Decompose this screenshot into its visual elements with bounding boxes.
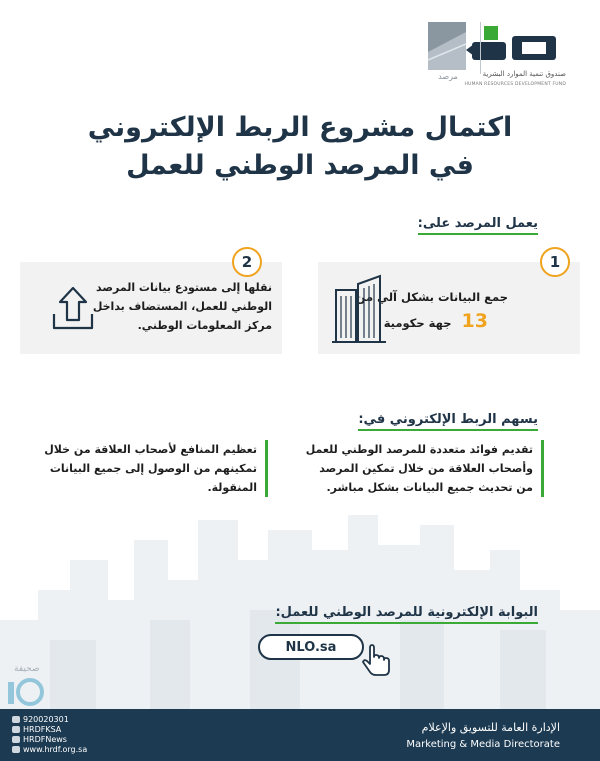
directorate-english: Marketing & Media Directorate xyxy=(406,739,560,750)
globe-icon xyxy=(12,746,20,753)
portal-url-link[interactable]: NLO.sa xyxy=(258,634,364,660)
task-card-2 xyxy=(20,253,282,354)
buildings-icon xyxy=(332,274,386,344)
website-link[interactable]: www.hrdf.org.sa xyxy=(23,745,88,754)
social-handle-2: HRDFNews xyxy=(23,735,67,744)
phone-icon xyxy=(12,716,20,723)
page-title-line1: اكتمال مشروع الربط الإلكتروني xyxy=(87,112,513,143)
website-row xyxy=(12,745,87,755)
social-row-1 xyxy=(12,725,87,735)
section-heading-portal: البوابة الإلكترونية للمرصد الوطني للعمل: xyxy=(275,605,538,620)
nlo-mark-icon xyxy=(428,22,466,70)
newspaper-watermark xyxy=(4,664,54,708)
social-handle-1: HRDFKSA xyxy=(23,725,62,734)
step-number-badge: 1 xyxy=(540,247,570,277)
twitter-icon xyxy=(12,736,20,743)
agency-label: جهة حكومية xyxy=(383,316,452,330)
footer-contacts xyxy=(12,715,87,755)
agency-count: 13 xyxy=(461,310,488,332)
hrdf-mark-icon xyxy=(466,22,566,68)
pointer-hand-icon xyxy=(360,644,394,678)
upload-icon xyxy=(50,284,96,332)
directorate-arabic: الإدارة العامة للتسويق والإعلام xyxy=(421,721,560,734)
task-text-line2 xyxy=(384,310,488,332)
task-text-line1: جمع البيانات بشكل آلي من xyxy=(355,290,508,304)
section-heading-observatory-tasks: يعمل المرصد على: xyxy=(417,216,538,231)
watermark-text: صحيفة xyxy=(14,664,40,674)
nlo-logo-text: مرصد xyxy=(438,72,458,81)
page-title-line2: في المرصد الوطني للعمل xyxy=(126,150,474,181)
task-card-1 xyxy=(318,253,580,354)
phone-row xyxy=(12,715,87,725)
benefit-item-1: تقديم فوائد متعددة للمرصد الوطني للعمل وأصحاب العلاقة من خلال تمكين المرصد من تحديث جميع البيانات بشكل مباشر. xyxy=(304,440,544,497)
hrdf-logo-arabic: صندوق تنمية الموارد البشرية xyxy=(482,70,566,78)
logo-divider xyxy=(480,22,481,74)
nlo-logo xyxy=(428,22,466,81)
section-heading-benefits: يسهم الربط الإلكتروني في: xyxy=(358,412,538,427)
step-number-badge: 2 xyxy=(232,247,262,277)
footer-bar xyxy=(0,709,600,761)
phone-number: 920020301 xyxy=(23,715,69,724)
social-row-2 xyxy=(12,735,87,745)
task-text: نقلها إلى مستودع بيانات المرصد الوطني للعمل، المستضاف بداخل مركز المعلومات الوطني. xyxy=(92,281,272,332)
benefit-item-2: تعظيم المنافع لأصحاب العلاقة من خلال تمكينهم من الوصول إلى جميع البيانات المنقولة. xyxy=(32,440,268,497)
hrdf-logo-english: HUMAN RESOURCES DEVELOPMENT FUND xyxy=(464,82,566,87)
hrdf-logo xyxy=(464,22,566,87)
social-icons xyxy=(12,726,20,733)
